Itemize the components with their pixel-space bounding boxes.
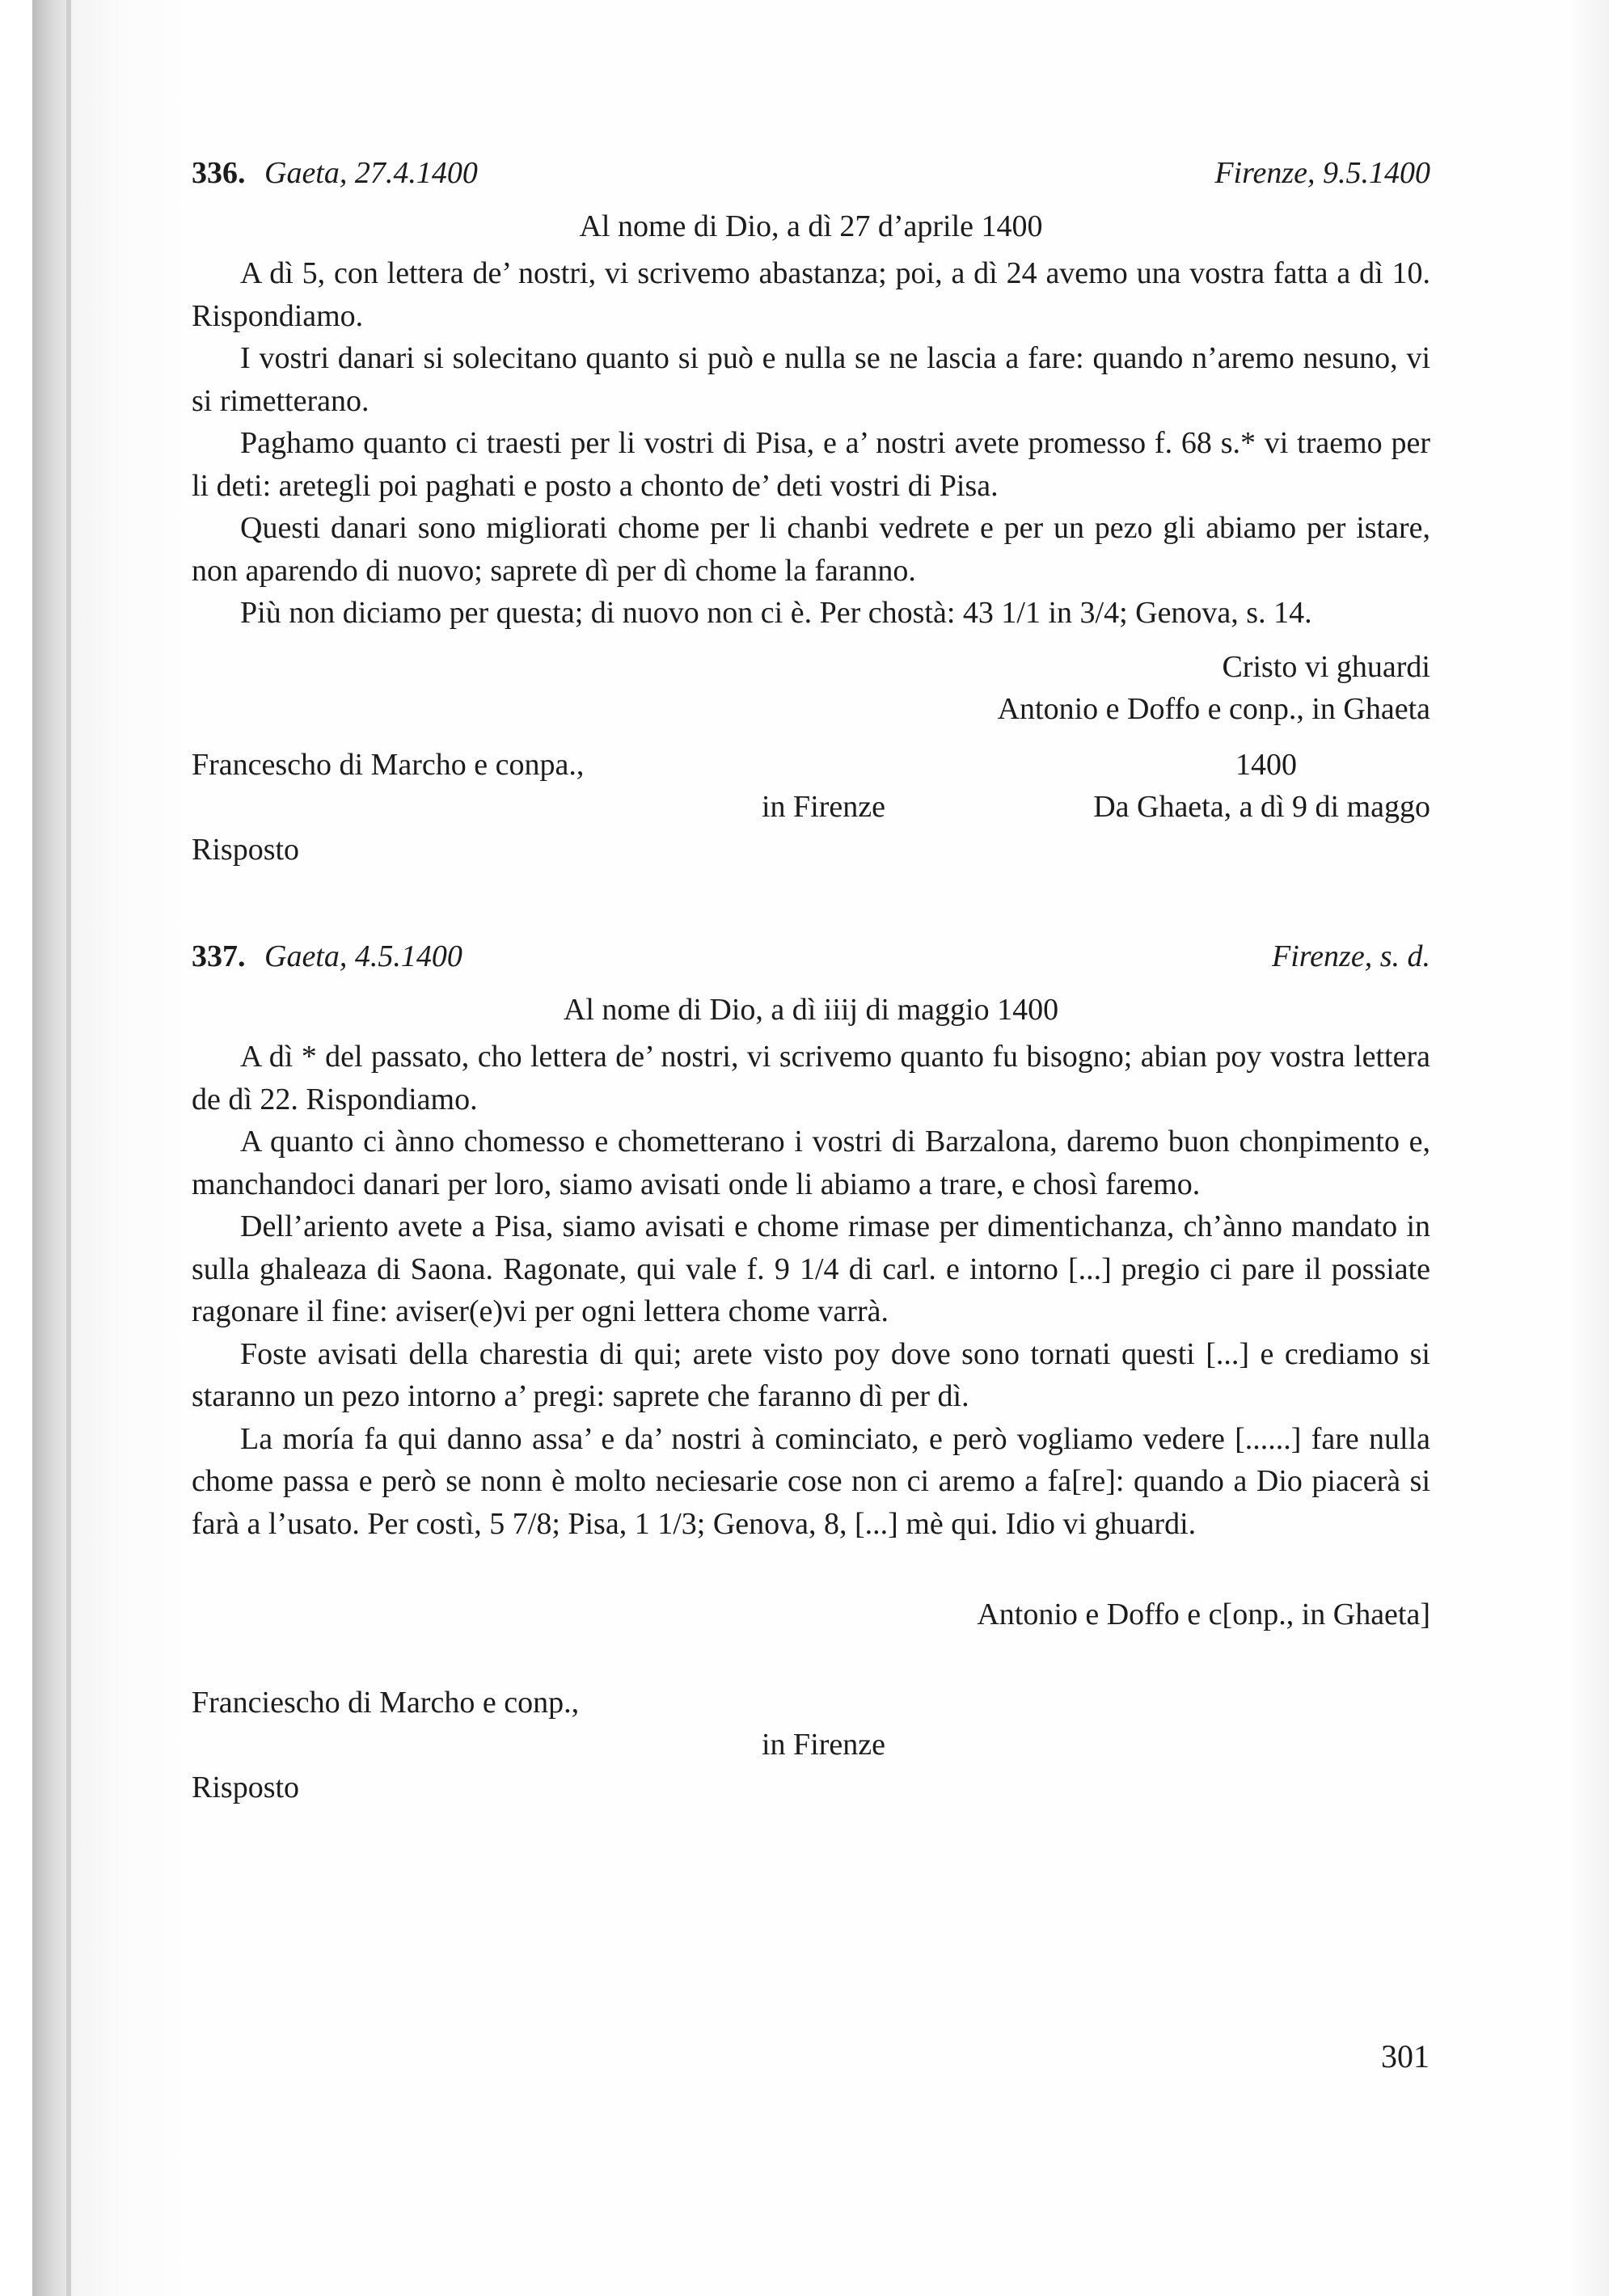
page-number: 301 (1381, 2038, 1430, 2074)
letter-origin: Gaeta, 27.4.1400 (264, 156, 478, 190)
address-row (192, 1682, 1430, 1724)
letter-destination: Firenze, 9.5.1400 (1214, 156, 1430, 190)
paragraph: I vostri danari si solecitano quanto si può e nulla se ne lascia a fare: quando n’aremo nesuno, vi si rimetterano. (192, 341, 1430, 418)
letter-answered: Risposto (192, 1770, 300, 1804)
address-row (192, 1724, 1430, 1766)
letter-closing: Cristo vi ghuardi (1222, 649, 1430, 684)
paragraph: Foste avisati della charestia di qui; arete visto poy dove sono tornati questi [...] e crediamo si staranno un pezo intorno a’ pregi: saprete che faranno dì per dì. (192, 1336, 1430, 1413)
letter-number: 337. (192, 939, 246, 973)
page-text (192, 152, 1430, 1809)
address-row (192, 829, 1430, 872)
letter-answered: Risposto (192, 832, 300, 867)
letter-number: 336. (192, 156, 246, 190)
paragraph: Più non diciamo per questa; di nuovo non ci è. Per chostà: 43 1/1 in 3/4; Genova, s. 14. (240, 596, 1312, 630)
address-row (192, 1766, 1430, 1809)
paragraph: Paghamo quanto ci traesti per li vostri di Pisa, e a’ nostri avete promesso f. 68 s.* vi traemo per li deti: aretegli poi paghati e posto a chonto de’ deti vostri di Pisa. (192, 426, 1430, 503)
letter-salutation: Al nome di Dio, a dì iiij di maggio 1400 (563, 992, 1059, 1027)
letter-salutation: Al nome di Dio, a dì 27 d’aprile 1400 (579, 209, 1043, 243)
letter-place: in Firenze (762, 790, 886, 824)
paragraph: A dì 5, con lettera de’ nostri, vi scrivemo abastanza; poi, a dì 24 avemo una vostra fatta a dì 10. Rispondiamo. (192, 256, 1430, 333)
address-row (192, 744, 1430, 787)
book-spine (32, 0, 66, 2296)
letter-origin: Gaeta, 4.5.1400 (264, 939, 462, 973)
paragraph: La moría fa qui danno assa’ e da’ nostri à cominciato, e però vogliamo vedere [......] fare nulla chome passa e però se nonn è molto neciesarie cose non ci aremo a fa[re]: quando a Dio piacerà si farà a l’usato. Per costì, 5 7/8; Pisa, 1 1/3; Genova, 8, [...] mè qui. Idio vi ghuardi. (192, 1421, 1430, 1541)
letter-signature: Antonio e Doffo e c[onp., in Ghaeta] (977, 1597, 1430, 1631)
letter-recipient: Franciescho di Marcho e conp., (192, 1685, 580, 1720)
page-edge (66, 0, 71, 2296)
letter-337-header (192, 935, 1430, 978)
letter-336-header (192, 152, 1430, 195)
letter-received: Da Ghaeta, a dì 9 di maggo (1093, 790, 1430, 824)
letter-recipient: Franceschо di Marcho e conpa., (192, 747, 585, 782)
letter-signature: Antonio e Doffo e conp., in Ghaeta (997, 692, 1430, 726)
letter-destination: Firenze, s. d. (1272, 939, 1430, 973)
address-row (192, 786, 1430, 829)
letter-place: in Firenze (762, 1728, 886, 1762)
paragraph: Dell’ariento avete a Pisa, siamo avisati e chome rimase per dimentichanza, ch’ànno mandato in sulla ghaleaza di Saona. Ragonate, qui vale f. 9 1/4 di carl. e intorno [...] pregio ci pare il possiate ragonare il fine: aviser(e)vi per ogni lettera chome varrà. (192, 1209, 1430, 1328)
letter-year: 1400 (1235, 747, 1297, 782)
paragraph: Questi danari sono migliorati chome per li chanbi vedrete e per un pezo gli abiamo per istare, non aparendo di nuovo; saprete dì per dì chome la faranno. (192, 511, 1430, 588)
paragraph: A quanto ci ànno chomesso e chometterano i vostri di Barzalona, daremo buon chonpimento e, manchandoci danari per loro, siamo avisati onde li abiamo a trare, e chosì faremo. (192, 1125, 1430, 1201)
paragraph: A dì * del passato, cho lettera de’ nostri, vi scrivemo quanto fu bisogno; abian poy vostra lettera de dì 22. Rispondiamo. (192, 1040, 1430, 1116)
